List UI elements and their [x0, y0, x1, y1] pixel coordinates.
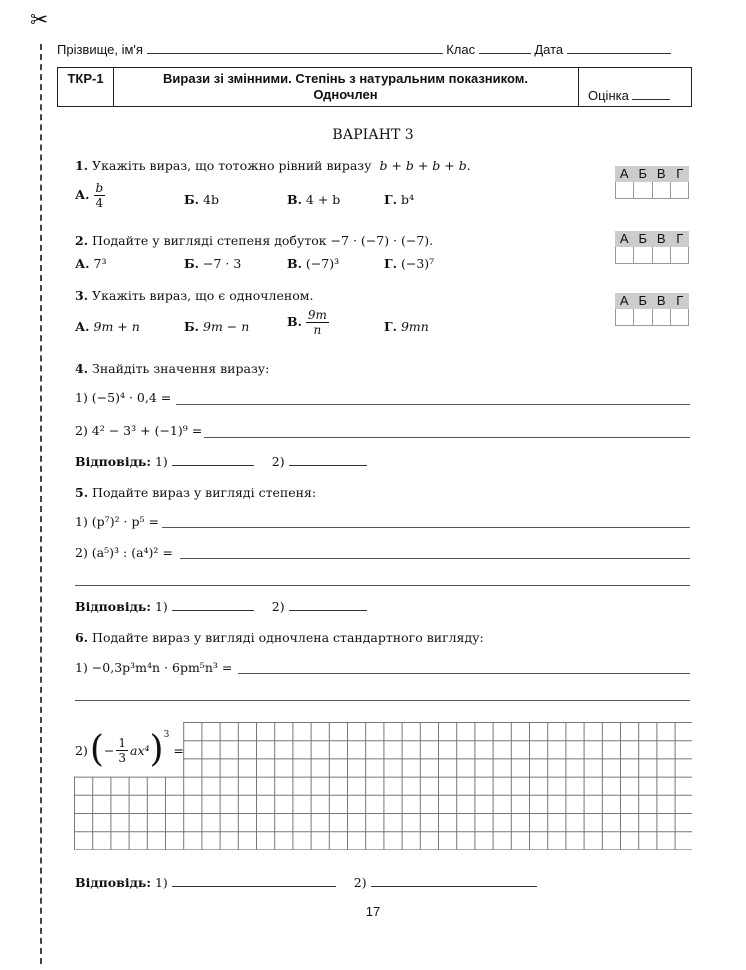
grade-label: Оцінка [588, 88, 629, 103]
q4-answer-line-1[interactable] [176, 404, 690, 405]
answer-grid-q1 [615, 166, 689, 199]
student-info-row [57, 42, 690, 57]
answer-label: Відповідь: [75, 599, 151, 614]
answer-cell-v[interactable] [653, 309, 671, 325]
date-field[interactable] [567, 53, 671, 54]
option-label: Г. [384, 319, 397, 334]
option-value: 4 + b [305, 192, 341, 207]
q5-answer-row [75, 599, 367, 614]
q6-answer-row [75, 875, 537, 890]
answer-index: 1) [154, 875, 168, 890]
minus-sign: − [103, 742, 115, 758]
answer-cell-v[interactable] [653, 247, 671, 263]
option-value: 9mn [400, 319, 429, 334]
answer-index: 2) [271, 454, 285, 469]
q3-option-b [184, 319, 249, 334]
q1-option-d [384, 192, 414, 207]
answer-grid-cells [615, 247, 689, 264]
left-paren: ( [89, 729, 104, 770]
answer-cell-b[interactable] [634, 309, 652, 325]
q4-answer-row [75, 454, 367, 469]
answer-cell-a[interactable] [616, 309, 634, 325]
name-field[interactable] [147, 53, 443, 54]
option-value: 7³ [93, 256, 107, 271]
q5-item-2: 2) (a⁵)³ : (a⁴)² = [75, 545, 173, 560]
question-text: Укажіть вираз, що тотожно рівний виразу [92, 158, 372, 173]
answer-cell-g[interactable] [671, 182, 688, 198]
grade-field[interactable] [632, 99, 670, 100]
q1-a-fraction [94, 181, 106, 210]
option-label: А. [75, 187, 90, 202]
class-field[interactable] [479, 53, 531, 54]
test-title-line1: Вирази зі змінними. Степінь з натуральним показником. [163, 71, 528, 86]
q6-answer-line-2[interactable] [75, 700, 690, 701]
option-label: Б. [184, 192, 200, 207]
question-expression: b + b + b + b. [379, 158, 471, 173]
answer-index: 2) [271, 599, 285, 614]
answer-grid-cells [615, 182, 689, 199]
answer-grid-letters [615, 293, 689, 309]
answer-index: 1) [154, 599, 168, 614]
option-value: b⁴ [400, 192, 414, 207]
option-label: В. [287, 314, 302, 329]
question-number: 6. [75, 630, 89, 645]
answer-grid-cells [615, 309, 689, 326]
option-value: 9m − n [203, 319, 250, 334]
question-number: 5. [75, 485, 89, 500]
class-label: Клас [446, 42, 476, 57]
fraction-numerator: 9m [307, 308, 327, 322]
answer-cell-b[interactable] [634, 182, 652, 198]
answer-letter: Г [676, 231, 684, 246]
option-label: В. [287, 192, 302, 207]
answer-cell-g[interactable] [671, 309, 688, 325]
answer-letter: А [619, 231, 629, 246]
work-grid[interactable] [74, 722, 692, 850]
q4-answer-1-field[interactable] [172, 465, 254, 466]
answer-letter: А [619, 293, 629, 308]
equals-sign: = [173, 742, 184, 758]
question-text: Знайдіть значення виразу: [92, 361, 270, 376]
answer-grid-q3 [615, 293, 689, 326]
q3-c-fraction [306, 308, 329, 337]
fraction-numerator: b [95, 181, 104, 195]
q1-option-a [75, 181, 105, 210]
date-label: Дата [534, 42, 564, 57]
q5-answer-1-field[interactable] [172, 610, 254, 611]
answer-letter: В [656, 231, 666, 246]
question-number: 2. [75, 233, 89, 248]
answer-letter: А [619, 166, 629, 181]
answer-letter: Г [676, 166, 684, 181]
question-number: 1. [75, 158, 89, 173]
answer-letter: Б [638, 231, 648, 246]
option-value: (−3)⁷ [400, 256, 435, 271]
q4-answer-2-field[interactable] [289, 465, 367, 466]
question-number: 4. [75, 361, 89, 376]
fraction-denominator: 3 [118, 750, 127, 765]
q3-option-a [75, 319, 140, 334]
answer-letter: В [656, 293, 666, 308]
option-value: −7 · 3 [203, 256, 242, 271]
answer-cell-a[interactable] [616, 182, 634, 198]
q5-item-1: 1) (p⁷)² · p⁵ = [75, 514, 159, 529]
test-title [114, 71, 577, 103]
answer-cell-g[interactable] [671, 247, 688, 263]
question-2 [75, 233, 433, 248]
test-title-line2: Одночлен [313, 87, 378, 102]
answer-grid-letters [615, 166, 689, 182]
name-label: Прізвище, ім'я [57, 42, 143, 57]
q2-option-a [75, 256, 107, 271]
answer-grid-q2 [615, 231, 689, 264]
option-label: Б. [184, 319, 200, 334]
question-number: 3. [75, 288, 89, 303]
question-text: Подайте вираз у вигляді одночлена стандартного вигляду: [92, 630, 484, 645]
option-label: Г. [384, 256, 397, 271]
q4-item-2: 2) 4² − 3³ + (−1)⁹ = [75, 423, 203, 438]
item-index: 2) [75, 742, 88, 758]
q6-item-1: 1) −0,3p³m⁴n · 6pm⁵n³ = [75, 660, 233, 675]
q5-answer-line-3[interactable] [75, 585, 690, 586]
q4-item-1: 1) (−5)⁴ · 0,4 = [75, 390, 172, 405]
q6-answer-2-field[interactable] [371, 886, 537, 887]
q6-answer-1-field[interactable] [172, 886, 336, 887]
option-value: 9m + n [93, 319, 140, 334]
grade-row [588, 88, 670, 103]
option-label: Б. [184, 256, 200, 271]
q5-answer-2-field[interactable] [289, 610, 367, 611]
option-label: А. [75, 256, 90, 271]
q1-option-c [287, 192, 340, 207]
variant-title: ВАРІАНТ 3 [332, 127, 414, 143]
answer-grid-letters [615, 231, 689, 247]
answer-cell-a[interactable] [616, 247, 634, 263]
q2-option-d [384, 256, 434, 271]
monomial-variable: ax⁴ [130, 742, 150, 758]
option-label: В. [287, 256, 302, 271]
right-paren: ) [149, 729, 164, 770]
question-3 [75, 288, 313, 303]
option-value: 4b [203, 192, 219, 207]
question-4 [75, 361, 269, 376]
answer-letter: В [656, 166, 666, 181]
answer-cell-b[interactable] [634, 247, 652, 263]
answer-letter: Б [638, 166, 648, 181]
question-1 [75, 158, 471, 173]
fraction-numerator: 1 [118, 735, 127, 750]
grade-cell [578, 68, 691, 106]
option-label: Г. [384, 192, 397, 207]
option-value: (−7)³ [305, 256, 340, 271]
page-number: 17 [365, 904, 381, 919]
question-5 [75, 485, 316, 500]
fraction-denominator: 4 [95, 196, 104, 210]
answer-letter: Г [676, 293, 684, 308]
q3-option-d [384, 319, 429, 334]
q6-answer-line-1[interactable] [238, 673, 690, 674]
answer-label: Відповідь: [75, 875, 151, 890]
answer-label: Відповідь: [75, 454, 151, 469]
answer-cell-v[interactable] [653, 182, 671, 198]
q3-option-c [287, 308, 329, 337]
answer-index: 1) [154, 454, 168, 469]
q5-answer-line-2[interactable] [180, 558, 690, 559]
question-6 [75, 630, 484, 645]
fraction-denominator: n [313, 323, 322, 337]
q2-option-c [287, 256, 339, 271]
question-text: Подайте у вигляді степеня добуток −7 · (−7) · (−7). [92, 233, 434, 248]
scissors-icon: ✂ [30, 8, 49, 33]
answer-letter: Б [638, 293, 648, 308]
option-label: А. [75, 319, 90, 334]
question-text: Укажіть вираз, що є одночленом. [92, 288, 314, 303]
q5-answer-line-1[interactable] [162, 527, 690, 528]
answer-index: 2) [353, 875, 367, 890]
q4-answer-line-2[interactable] [204, 437, 690, 438]
cut-line [40, 44, 42, 964]
q2-option-b [184, 256, 241, 271]
test-header-box [57, 67, 692, 107]
q1-option-b [184, 192, 219, 207]
exponent: 3 [163, 730, 170, 740]
test-code: ТКР-1 [58, 68, 114, 106]
question-text: Подайте вираз у вигляді степеня: [92, 485, 317, 500]
